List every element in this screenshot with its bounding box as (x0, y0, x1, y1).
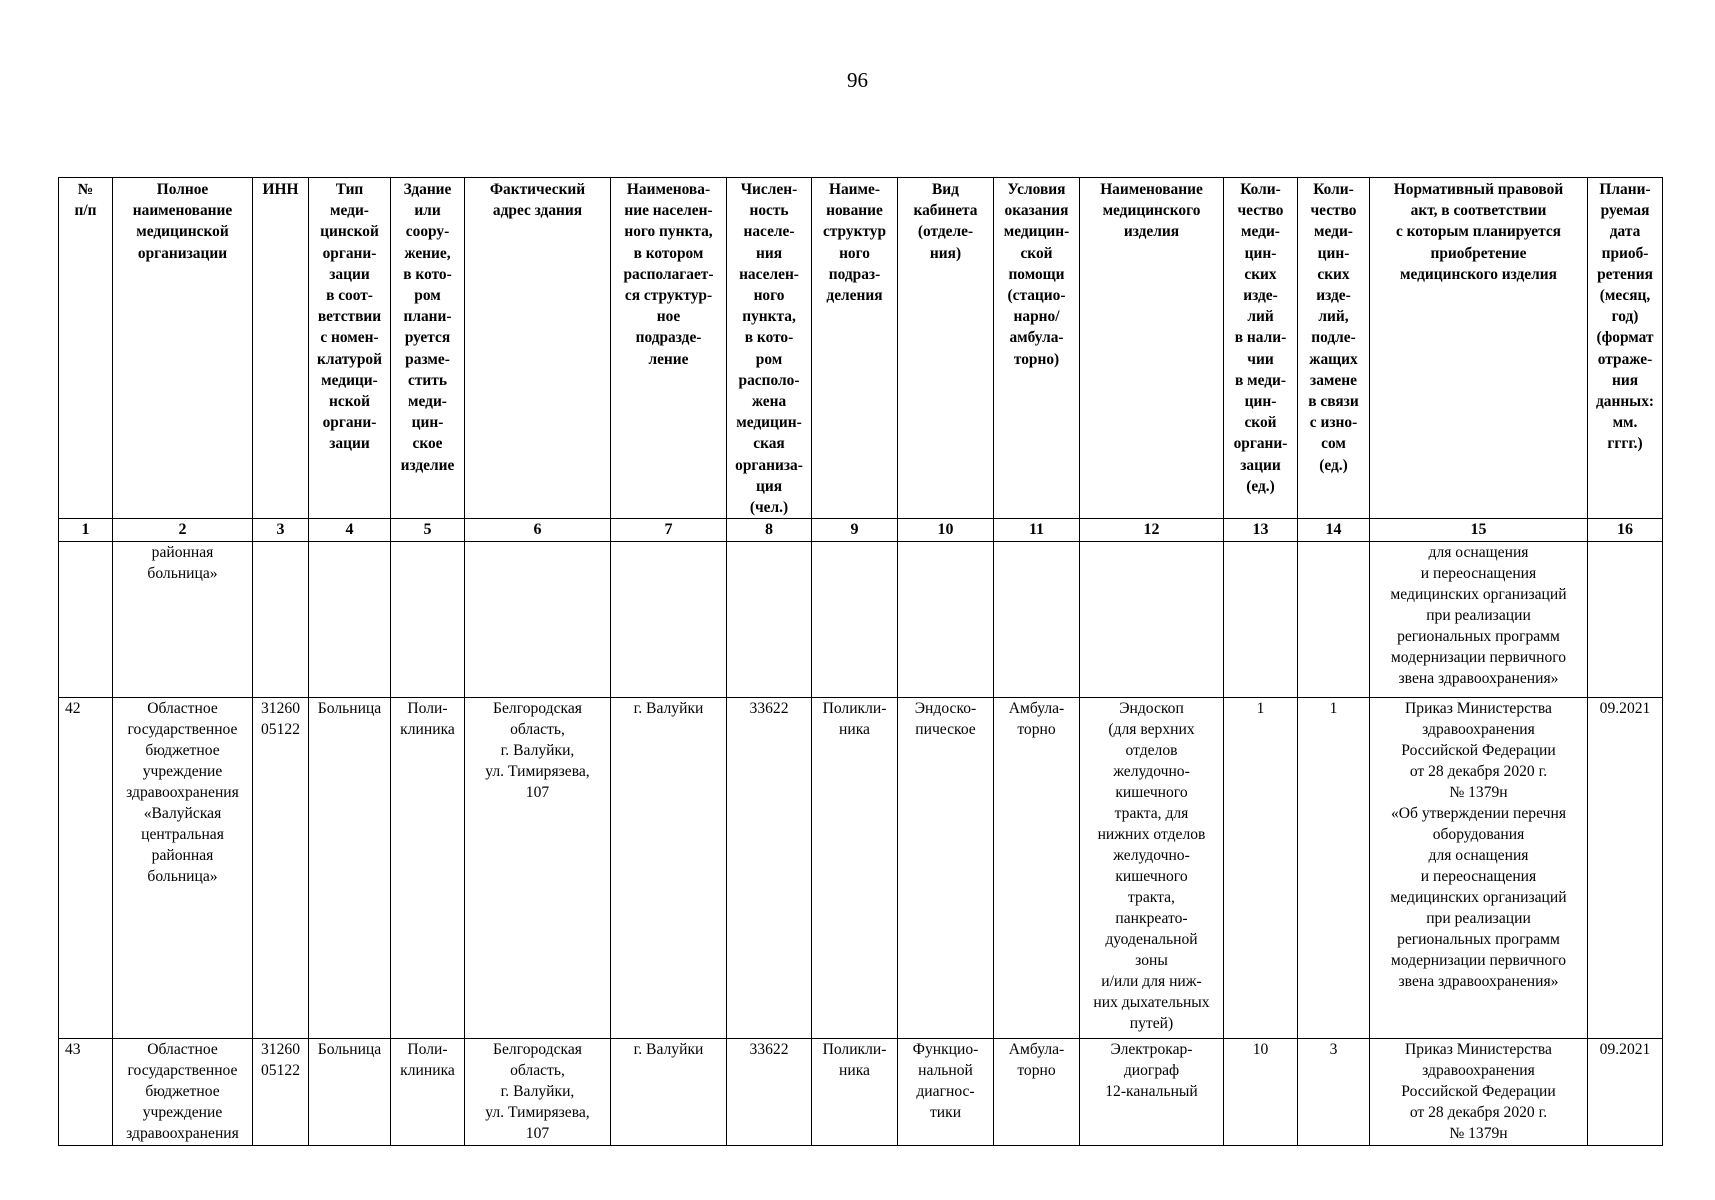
cell-inn: 31260 05122 (253, 1039, 309, 1146)
page-number: 96 (847, 68, 868, 92)
cell-count-available: 1 (1224, 698, 1298, 1039)
cell-organization-name: Областное государственное бюджетное учреждение здравоохранения «Валуйская центральная районная больница» (113, 698, 253, 1039)
header-col-5: Здание или соору- жение, в кото- ром плани- руется разме- стить меди- цин- ское изделие (391, 178, 465, 519)
cell-subdivision: Поликли- ника (812, 1039, 898, 1146)
cell-count-replace (1298, 542, 1370, 698)
cell-settlement (611, 542, 727, 698)
cell-count-replace: 3 (1298, 1039, 1370, 1146)
cell-population (727, 542, 812, 698)
cell-legal-act: для оснащения и переоснащения медицинских организаций при реализации региональных программ модернизации первичного звена здравоохранения» (1370, 542, 1588, 698)
cell-care-conditions (994, 542, 1080, 698)
cell-address: Белгородская область, г. Валуйки, ул. Тимирязева, 107 (465, 1039, 611, 1146)
cell-population: 33622 (727, 1039, 812, 1146)
column-number: 3 (253, 519, 309, 542)
cell-legal-act: Приказ Министерства здравоохранения Российской Федерации от 28 декабря 2020 г. № 1379н (1370, 1039, 1588, 1146)
header-col-14: Коли- чество меди- цин- ских изде- лий, подле- жащих замене в связи с изно- сом (ед.) (1298, 178, 1370, 519)
header-col-16: Плани- руемая дата приоб- ретения (месяц, год) (формат отраже- ния данных: мм. гггг.) (1588, 178, 1663, 519)
column-number: 2 (113, 519, 253, 542)
header-col-2: Полное наименование медицинской организации (113, 178, 253, 519)
header-col-8: Числен- ность населе- ния населен- ного пункта, в кото- ром располо- жена медицин- ская организа- ция (чел.) (727, 178, 812, 519)
column-number-row (59, 519, 1663, 542)
table-row (59, 542, 1663, 698)
cell-number (59, 542, 113, 698)
header-col-12: Наименование медицинского изделия (1080, 178, 1224, 519)
cell-organization-name: Областное государственное бюджетное учреждение здравоохранения (113, 1039, 253, 1146)
header-col-15: Нормативный правовой акт, в соответствии с которым планируется приобретение медицинского изделия (1370, 178, 1588, 519)
equipment-table (58, 177, 1663, 1146)
header-col-4: Тип меди- цинской органи- зации в соот- ветствии с номен- клатурой медици- нской органи- зации (309, 178, 391, 519)
cell-number: 43 (59, 1039, 113, 1146)
column-number: 9 (812, 519, 898, 542)
header-col-1: № п/п (59, 178, 113, 519)
column-number: 14 (1298, 519, 1370, 542)
table-row (59, 698, 1663, 1039)
cell-address (465, 542, 611, 698)
cell-count-replace: 1 (1298, 698, 1370, 1039)
cell-population: 33622 (727, 698, 812, 1039)
column-number: 5 (391, 519, 465, 542)
cell-inn (253, 542, 309, 698)
cell-org-type: Больница (309, 698, 391, 1039)
cell-device-name: Электрокар- диограф 12-канальный (1080, 1039, 1224, 1146)
cell-planned-date (1588, 542, 1663, 698)
header-col-11: Условия оказания медицин- ской помощи (стацио- нарно/ амбула- торно) (994, 178, 1080, 519)
table-row (59, 1039, 1663, 1146)
cell-org-type: Больница (309, 1039, 391, 1146)
column-number: 12 (1080, 519, 1224, 542)
header-col-7: Наименова- ние населен- ного пункта, в котором располагает- ся структур- ное подразде- ление (611, 178, 727, 519)
cell-settlement: г. Валуйки (611, 1039, 727, 1146)
header-row (59, 178, 1663, 519)
header-col-10: Вид кабинета (отделе- ния) (898, 178, 994, 519)
column-number: 15 (1370, 519, 1588, 542)
cell-count-available: 10 (1224, 1039, 1298, 1146)
cell-inn: 31260 05122 (253, 698, 309, 1039)
cell-org-type (309, 542, 391, 698)
column-number: 13 (1224, 519, 1298, 542)
cell-count-available (1224, 542, 1298, 698)
cell-care-conditions: Амбула- торно (994, 1039, 1080, 1146)
cell-subdivision (812, 542, 898, 698)
cell-device-name (1080, 542, 1224, 698)
cell-organization-name: районная больница» (113, 542, 253, 698)
column-number: 16 (1588, 519, 1663, 542)
cell-planned-date: 09.2021 (1588, 698, 1663, 1039)
cell-number: 42 (59, 698, 113, 1039)
column-number: 4 (309, 519, 391, 542)
column-number: 7 (611, 519, 727, 542)
cell-settlement: г. Валуйки (611, 698, 727, 1039)
cell-legal-act: Приказ Министерства здравоохранения Российской Федерации от 28 декабря 2020 г. № 1379н «Об утверждении перечня оборудования для оснащения и переоснащения медицинских организаций при реализации региональных программ модернизации первичного звена здравоохранения» (1370, 698, 1588, 1039)
cell-cabinet-type (898, 542, 994, 698)
cell-cabinet-type: Функцио- нальной диагнос- тики (898, 1039, 994, 1146)
column-number: 6 (465, 519, 611, 542)
cell-device-name: Эндоскоп (для верхних отделов желудочно- кишечного тракта, для нижних отделов желудочно- кишечного тракта, панкреато- дуоденальной зоны и/или для ниж- них дыхательных путей) (1080, 698, 1224, 1039)
column-number: 8 (727, 519, 812, 542)
column-number: 10 (898, 519, 994, 542)
cell-subdivision: Поликли- ника (812, 698, 898, 1039)
cell-care-conditions: Амбула- торно (994, 698, 1080, 1039)
cell-cabinet-type: Эндоско- пическое (898, 698, 994, 1039)
cell-building (391, 542, 465, 698)
column-number: 11 (994, 519, 1080, 542)
cell-planned-date: 09.2021 (1588, 1039, 1663, 1146)
cell-building: Поли- клиника (391, 698, 465, 1039)
header-col-9: Наиме- нование структур ного подраз- деления (812, 178, 898, 519)
cell-address: Белгородская область, г. Валуйки, ул. Тимирязева, 107 (465, 698, 611, 1039)
column-number: 1 (59, 519, 113, 542)
header-col-6: Фактический адрес здания (465, 178, 611, 519)
header-col-13: Коли- чество меди- цин- ских изде- лий в нали- чии в меди- цин- ской органи- зации (ед.) (1224, 178, 1298, 519)
header-col-3: ИНН (253, 178, 309, 519)
cell-building: Поли- клиника (391, 1039, 465, 1146)
